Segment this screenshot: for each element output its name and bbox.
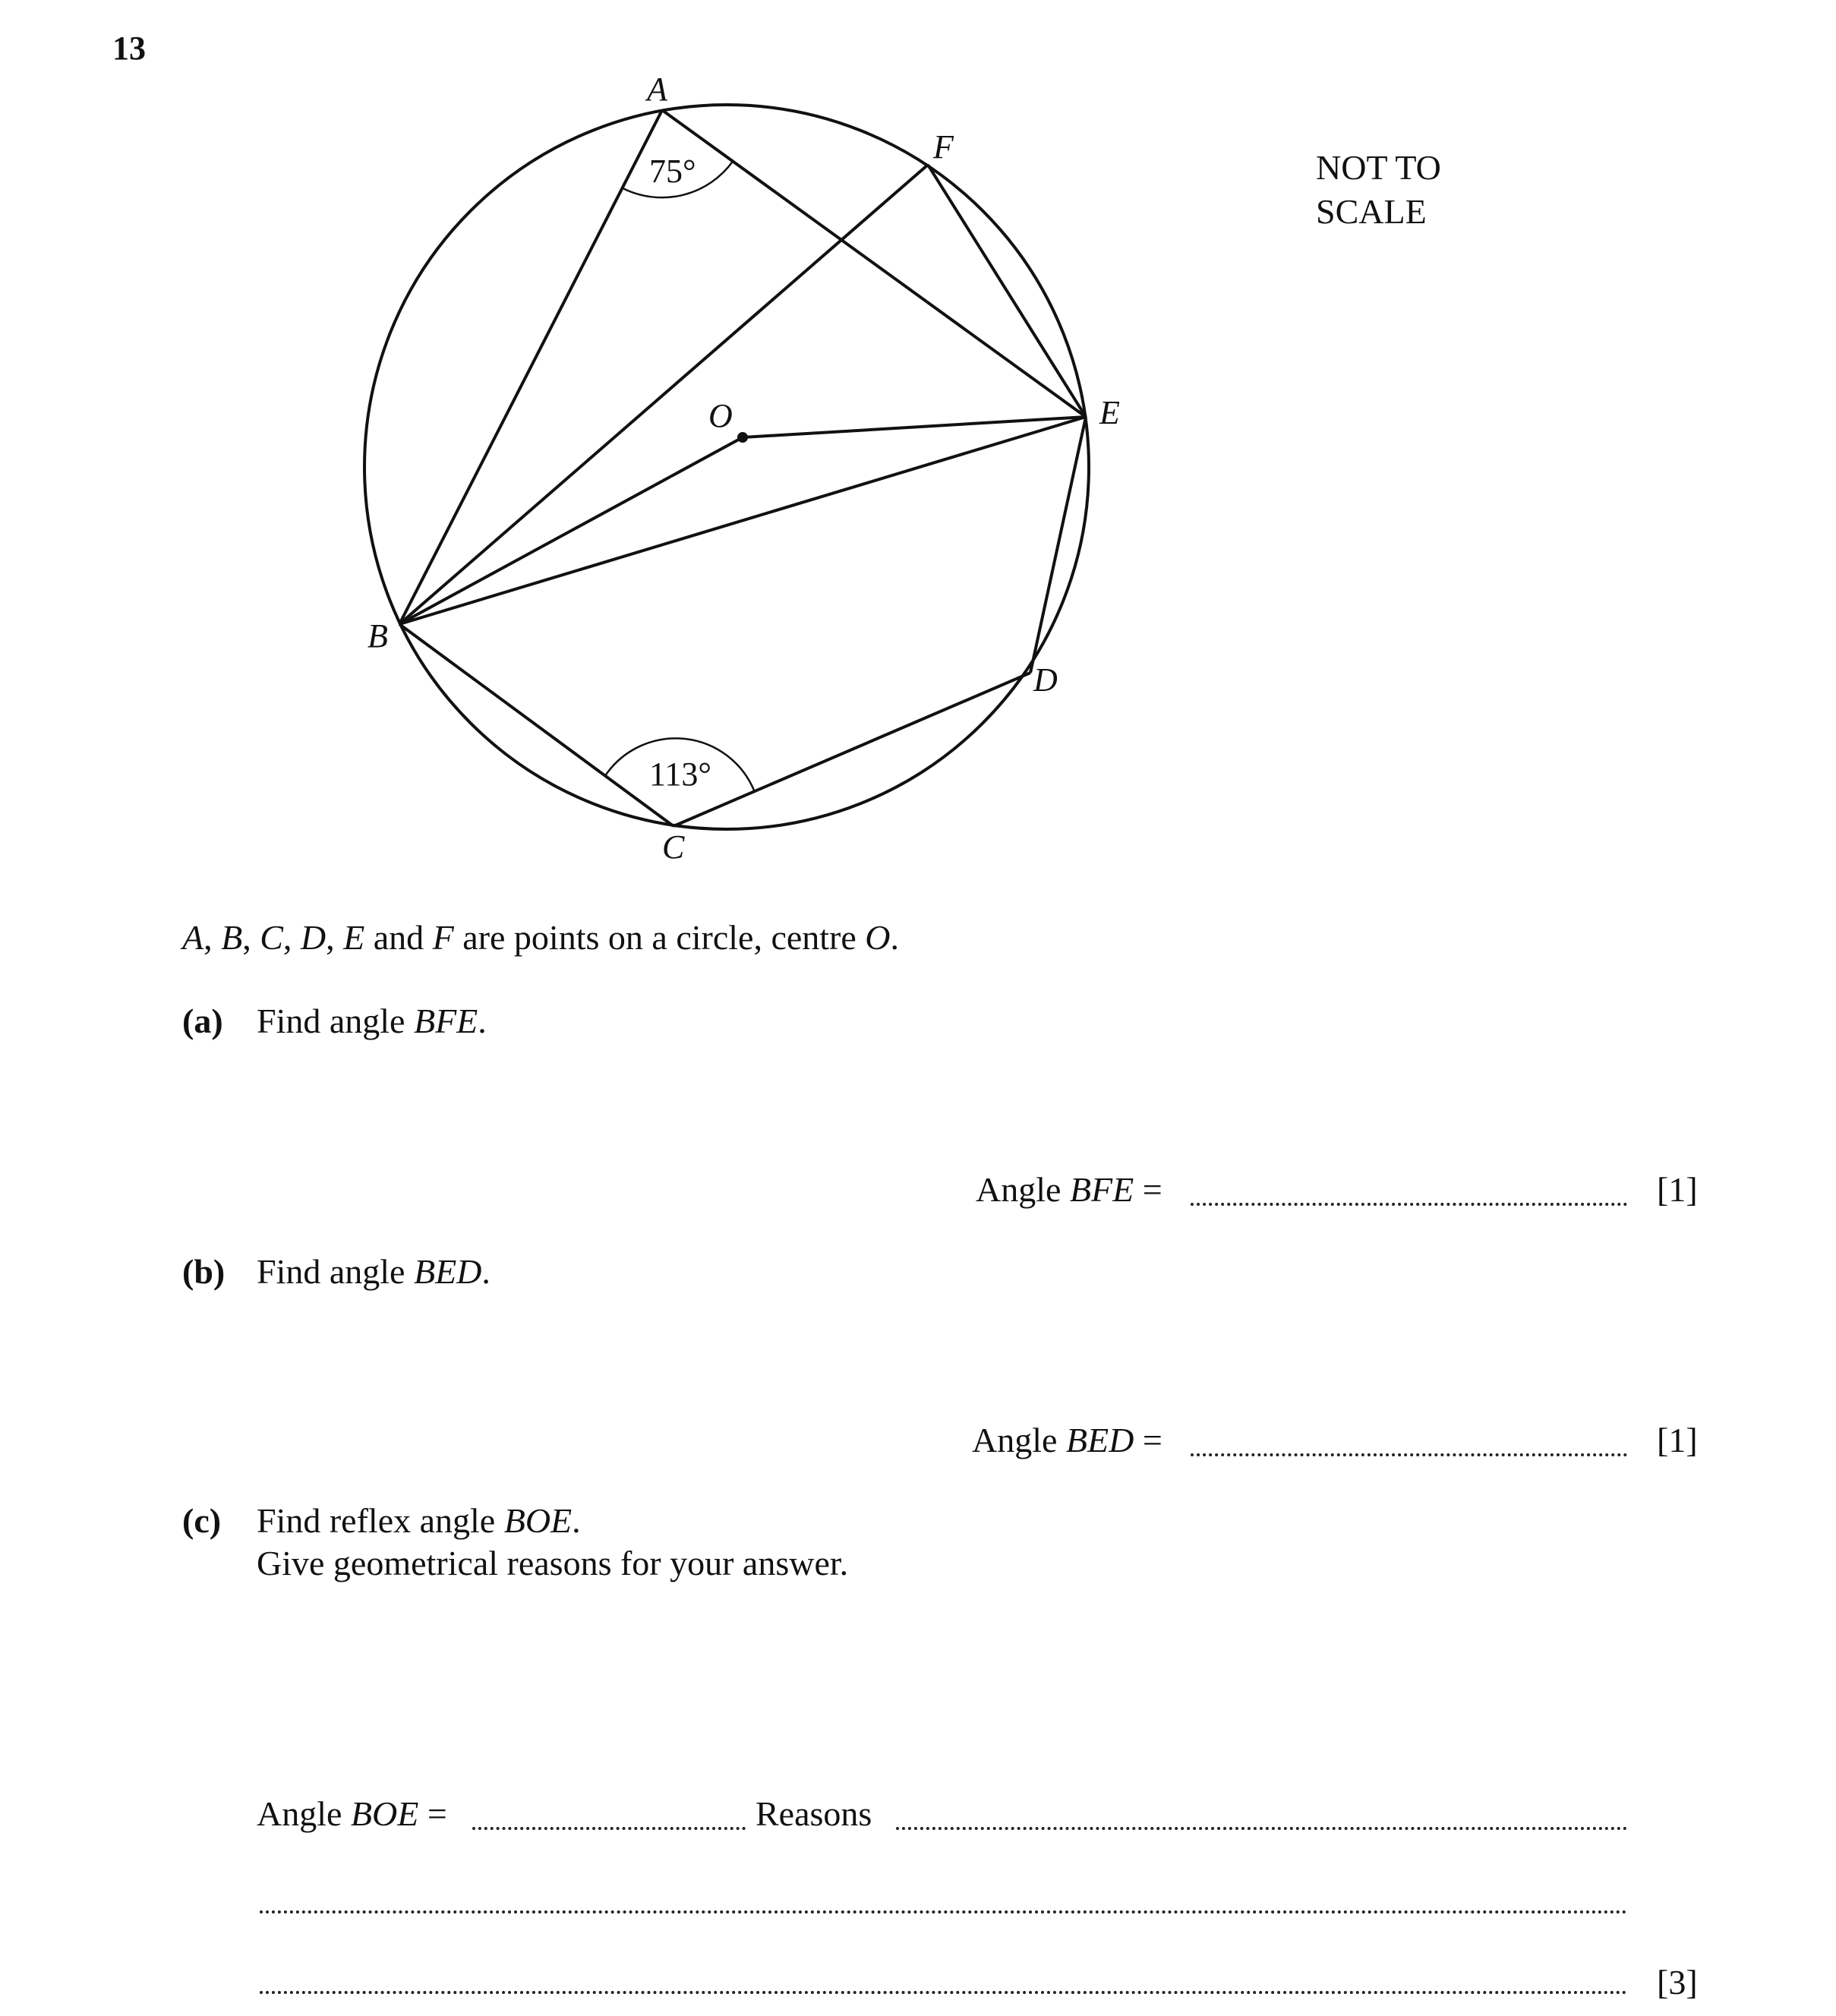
part-b-question: Find angle BED. [257,1252,491,1291]
chord-BF [399,165,928,624]
part-b-label: (b) [182,1252,226,1291]
part-a-question: Find angle BFE. [257,1002,487,1040]
part-b-answer-label: Angle BED = [972,1421,1162,1459]
radius-OB [399,437,743,624]
part-a-answer-label: Angle BFE = [976,1170,1162,1209]
chord-BE [399,417,1086,624]
part-c-marks: [3] [1657,1963,1698,2002]
chord-CD [674,673,1030,826]
part-c-answer-field[interactable] [472,1816,746,1830]
part-c-instruction: Give geometrical reasons for your answer. [257,1544,849,1582]
label-A: A [647,71,667,108]
part-c-reasons-field-1[interactable] [896,1816,1627,1830]
chord-DE [1030,417,1086,673]
not-to-scale-note [1316,146,1441,234]
part-c-answer-label: Angle BOE = [257,1794,447,1833]
part-a-label: (a) [182,1002,223,1040]
label-B: B [368,617,388,655]
angle-label-C: 113° [649,756,711,793]
circle [364,105,1089,829]
chord-FE [928,165,1086,417]
question-number: 13 [112,30,146,67]
part-b-answer-field[interactable] [1191,1443,1627,1456]
label-C: C [662,828,685,866]
part-c-label: (c) [182,1501,222,1540]
part-a-answer-field[interactable] [1191,1192,1627,1206]
label-D: D [1033,661,1058,699]
angle-label-A: 75° [649,153,696,190]
radius-OE [743,417,1086,437]
part-c-question: Find reflex angle BOE. [257,1501,581,1540]
note-line-1: NOT TO [1316,148,1441,187]
part-c-reasons-field-2[interactable] [260,1900,1627,1913]
label-F: F [933,128,954,166]
part-c-reasons-label: Reasons [756,1794,872,1833]
label-E: E [1099,394,1120,431]
centre-point-O [737,432,748,443]
part-a-marks: [1] [1657,1170,1698,1209]
chord-AE [662,110,1086,417]
chord-AB [399,110,662,624]
chord-BC [399,624,674,826]
question-statement: A, B, C, D, E and F are points on a circle, centre O. [182,918,900,957]
note-line-2: SCALE [1316,192,1427,231]
circle-geometry-diagram [0,0,1836,881]
label-O: O [708,397,733,434]
part-c-reasons-field-3[interactable] [260,1980,1627,1994]
part-b-marks: [1] [1657,1421,1698,1459]
